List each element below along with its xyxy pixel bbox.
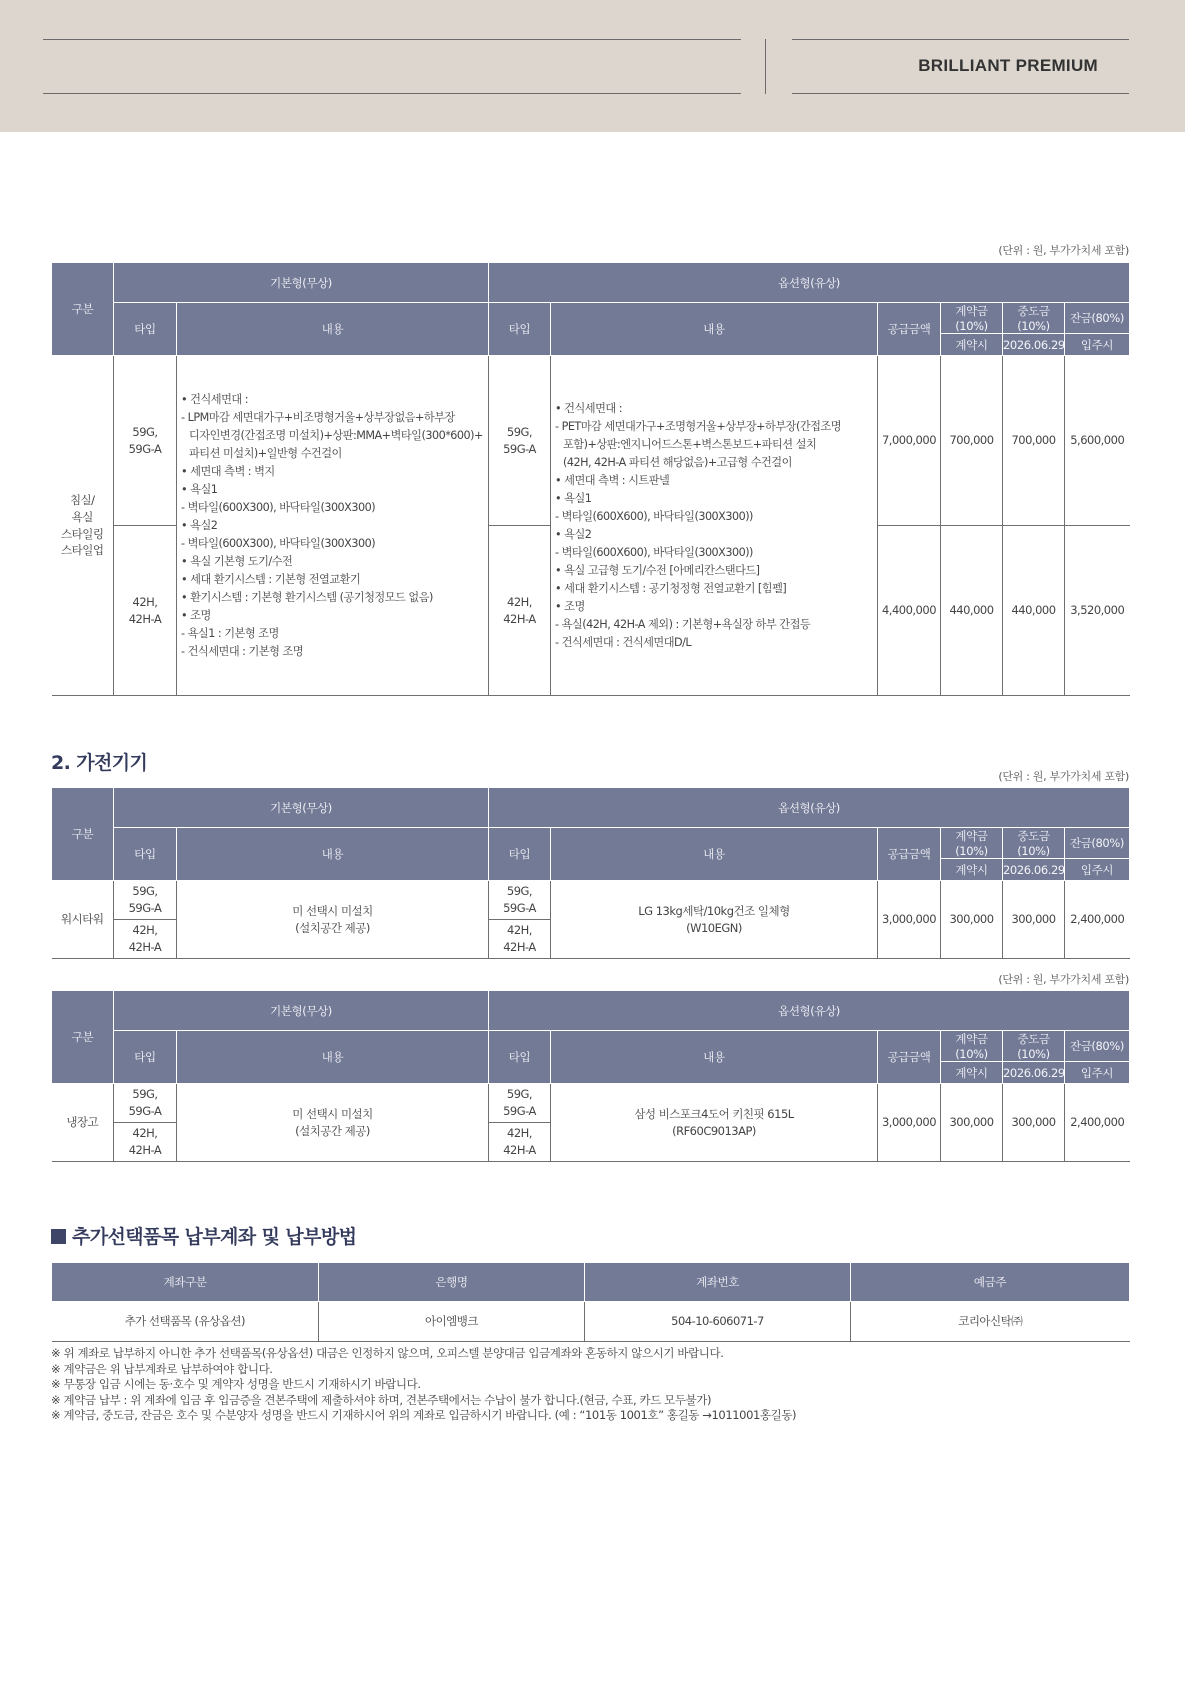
unit-note: (단위 : 원, 부가가치세 포함)	[998, 770, 1129, 783]
th-contract-pct: 계약금(10%)	[941, 1031, 1003, 1062]
styling-option-table	[51, 262, 1130, 696]
type-cell-59g-option: 59G, 59G-A	[489, 881, 551, 920]
th-balance-when: 입주시	[1065, 859, 1130, 881]
unit-note: (단위 : 원, 부가가치세 포함)	[998, 244, 1129, 257]
th-basic: 기본형(무상)	[114, 263, 489, 303]
th-type-basic: 타입	[114, 828, 177, 881]
th-balance-pct: 잔금(80%)	[1065, 1031, 1130, 1062]
supply-price: 3,000,000	[878, 1084, 941, 1162]
type-cell-42h-option: 42H, 42H-A	[489, 526, 551, 696]
header-rule-bottom-left	[43, 93, 741, 94]
th-middle-pct: 중도금(10%)	[1003, 828, 1065, 859]
th-supply: 공급금액	[878, 1031, 941, 1084]
type-cell-59g: 59G, 59G-A	[114, 881, 177, 920]
section-title-payment: 추가선택품목 납부계좌 및 납부방법	[51, 1222, 356, 1249]
middle-price: 700,000	[1003, 356, 1065, 526]
th-basic: 기본형(무상)	[114, 788, 489, 828]
type-cell-59g-option: 59G, 59G-A	[489, 356, 551, 526]
contract-price: 440,000	[941, 526, 1003, 696]
basic-content-cell: • 건식세면대 : - LPM마감 세면대가구+비조명형거울+상부장없음+하부장 디자인변경(간접조명 미설치)+상판:MMA+벽타일(300*600)+ 파티션 미설치)+일반형 수건걸이 • 세면대 측벽 : 벽지 • 욕실1 - 벽타일(600X300), 바닥타일(300X300) • 욕실2 - 벽타일(600X300), 바닥타일(300X300) • 욕실 기본형 도기/수전 • 세대 환기시스템 : 기본형 전열교환기 • 환기시스템 : 기본형 환기시스템 (공기청정모드 없음) • 조명 - 욕실1 : 기본형 조명 - 건식세면대 : 기본형 조명	[177, 356, 489, 696]
th-supply: 공급금액	[878, 828, 941, 881]
type-cell-59g: 59G, 59G-A	[114, 356, 177, 526]
th-type-basic: 타입	[114, 1031, 177, 1084]
th-middle-when: 2026.06.29	[1003, 859, 1065, 881]
th-content-option: 내용	[551, 303, 878, 356]
contract-price: 300,000	[941, 881, 1003, 959]
option-content-cell: • 건식세면대 : - PET마감 세면대가구+조명형거울+상부장+하부장(간접조명 포함)+상판:엔지니어드스톤+벽스톤보드+파티션 설치 (42H, 42H-A 파티션 해당없음)+고급형 수건걸이 • 세면대 측벽 : 시트판넬 • 욕실1 - 벽타일(600X600), 바닥타일(300X300)) • 욕실2 - 벽타일(600X600), 바닥타일(300X300)) • 욕실 고급형 도기/수전 [아메리칸스탠다드] • 세대 환기시스템 : 공기청정형 전열교환기 [힘펠] • 조명 - 욕실(42H, 42H-A 제외) : 기본형+욕실장 하부 간접등 - 건식세면대 : 건식세면대D/L	[551, 356, 878, 696]
middle-price: 300,000	[1003, 1084, 1065, 1162]
section-title-appliances: 2. 가전기기	[51, 752, 148, 774]
supply-price: 7,000,000	[878, 356, 941, 526]
th-middle-pct: 중도금(10%)	[1003, 303, 1065, 334]
th-category: 구분	[52, 788, 114, 881]
refrigerator-table	[51, 990, 1130, 1162]
balance-price: 3,520,000	[1065, 526, 1130, 696]
option-content-cell: 삼성 비스포크4도어 키친핏 615L (RF60C9013AP)	[551, 1084, 878, 1162]
th-option: 옵션형(유상)	[489, 788, 1130, 828]
payment-notes	[51, 1346, 796, 1424]
note-item: ※ 계약금은 위 납부계좌로 납부하여야 합니다.	[51, 1361, 273, 1376]
th-middle-when: 2026.06.29	[1003, 334, 1065, 356]
type-cell-42h-option: 42H, 42H-A	[489, 1123, 551, 1162]
washtower-table	[51, 787, 1130, 959]
th-middle-when: 2026.06.29	[1003, 1062, 1065, 1084]
account-table	[51, 1262, 1130, 1342]
th-contract-when: 계약시	[941, 859, 1003, 881]
unit-note: (단위 : 원, 부가가치세 포함)	[998, 973, 1129, 986]
category-cell: 워시타워	[52, 881, 114, 959]
th-option: 옵션형(유상)	[489, 263, 1130, 303]
th-bank-name: 은행명	[319, 1263, 585, 1302]
th-contract-when: 계약시	[941, 334, 1003, 356]
th-category: 구분	[52, 991, 114, 1084]
th-content-basic: 내용	[177, 303, 489, 356]
bank-name: 아이엠뱅크	[319, 1302, 585, 1342]
th-contract-pct: 계약금(10%)	[941, 303, 1003, 334]
th-basic: 기본형(무상)	[114, 991, 489, 1031]
th-content-option: 내용	[551, 1031, 878, 1084]
basic-content-cell: 미 선택시 미설치 (설치공간 제공)	[177, 881, 489, 959]
type-cell-42h: 42H, 42H-A	[114, 920, 177, 959]
th-content-basic: 내용	[177, 1031, 489, 1084]
supply-price: 3,000,000	[878, 881, 941, 959]
note-item: ※ 위 계좌로 납부하지 아니한 추가 선택품목(유상옵션) 대금은 인정하지 않으며, 오피스텔 분양대금 입금계좌와 혼동하지 않으시기 바랍니다.	[51, 1346, 724, 1360]
th-account-type: 계좌구분	[52, 1263, 319, 1302]
th-supply: 공급금액	[878, 303, 941, 356]
th-type-basic: 타입	[114, 303, 177, 356]
header-rule-top-right	[792, 39, 1129, 40]
category-cell: 냉장고	[52, 1084, 114, 1162]
th-balance-pct: 잔금(80%)	[1065, 303, 1130, 334]
th-content-option: 내용	[551, 828, 878, 881]
note-item: ※ 무통장 입금 시에는 동·호수 및 계약자 성명을 반드시 기재하시기 바랍니다.	[51, 1377, 421, 1392]
basic-content-cell: 미 선택시 미설치 (설치공간 제공)	[177, 1084, 489, 1162]
option-content-cell: LG 13kg세탁/10kg건조 일체형 (W10EGN)	[551, 881, 878, 959]
header-band	[0, 0, 1185, 132]
th-middle-pct: 중도금(10%)	[1003, 1031, 1065, 1062]
header-divider	[765, 39, 766, 94]
brand-title: BRILLIANT PREMIUM	[918, 56, 1098, 75]
header-rule-top-left	[43, 39, 741, 40]
balance-price: 2,400,000	[1065, 1084, 1130, 1162]
middle-price: 300,000	[1003, 881, 1065, 959]
th-balance-when: 입주시	[1065, 334, 1130, 356]
note-item: ※ 계약금 납부 : 위 계좌에 입금 후 입금증을 견본주택에 제출하셔야 하며, 견본주택에서는 수납이 불가 합니다.(현금, 수표, 카드 모두불가)	[51, 1392, 712, 1407]
th-category: 구분	[52, 263, 114, 356]
th-content-basic: 내용	[177, 828, 489, 881]
contract-price: 700,000	[941, 356, 1003, 526]
account-holder: 코리아신탁㈜	[851, 1302, 1130, 1342]
category-cell: 침실/ 욕실 스타일링 스타일업	[52, 356, 114, 696]
balance-price: 2,400,000	[1065, 881, 1130, 959]
th-type-option: 타입	[489, 303, 551, 356]
account-type: 추가 선택품목 (유상옵션)	[52, 1302, 319, 1342]
th-account-holder: 예금주	[851, 1263, 1130, 1302]
header-rule-bottom-right	[792, 93, 1129, 94]
th-account-number: 계좌번호	[585, 1263, 851, 1302]
note-item: ※ 계약금, 중도금, 잔금은 호수 및 수분양자 성명을 반드시 기재하시어 위의 계좌로 입금하시기 바랍니다. (예 : “101동 1001호” 홍길동 →1011001홍길동)	[51, 1408, 797, 1423]
th-balance-pct: 잔금(80%)	[1065, 828, 1130, 859]
th-contract-pct: 계약금(10%)	[941, 828, 1003, 859]
type-cell-59g-option: 59G, 59G-A	[489, 1084, 551, 1123]
type-cell-42h: 42H, 42H-A	[114, 1123, 177, 1162]
type-cell-42h-option: 42H, 42H-A	[489, 920, 551, 959]
th-contract-when: 계약시	[941, 1062, 1003, 1084]
contract-price: 300,000	[941, 1084, 1003, 1162]
th-type-option: 타입	[489, 1031, 551, 1084]
th-balance-when: 입주시	[1065, 1062, 1130, 1084]
account-number: 504-10-606071-7	[585, 1302, 851, 1342]
supply-price: 4,400,000	[878, 526, 941, 696]
balance-price: 5,600,000	[1065, 356, 1130, 526]
type-cell-59g: 59G, 59G-A	[114, 1084, 177, 1123]
type-cell-42h: 42H, 42H-A	[114, 526, 177, 696]
middle-price: 440,000	[1003, 526, 1065, 696]
square-bullet-icon	[51, 1229, 66, 1244]
th-option: 옵션형(유상)	[489, 991, 1130, 1031]
th-type-option: 타입	[489, 828, 551, 881]
